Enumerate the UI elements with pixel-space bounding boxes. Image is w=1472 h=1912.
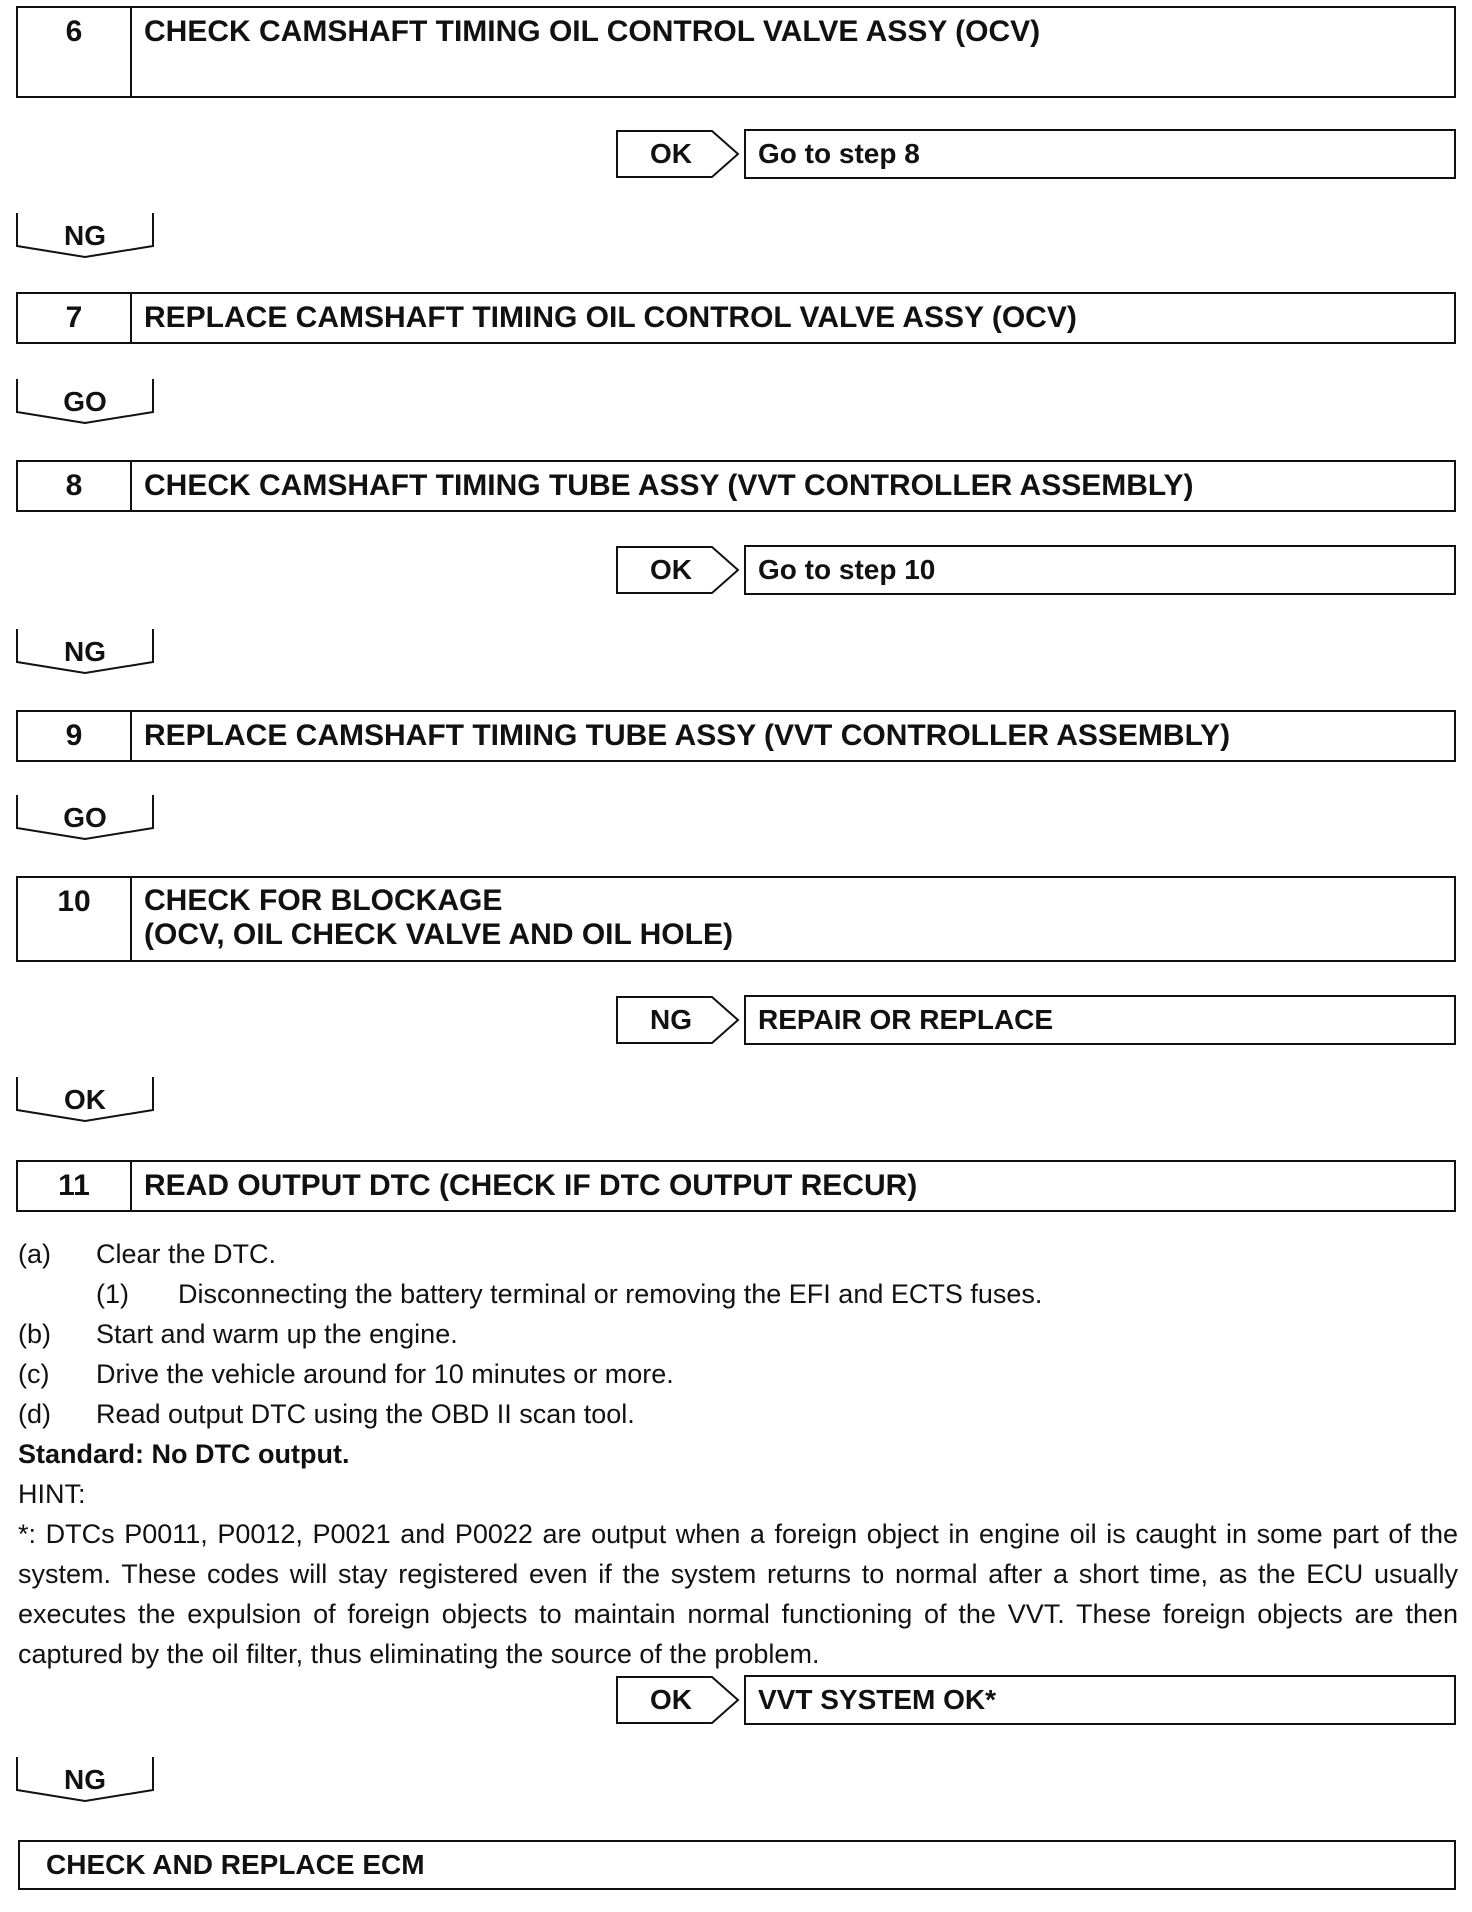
step-title: READ OUTPUT DTC (CHECK IF DTC OUTPUT RECUR): [144, 1169, 918, 1202]
flow-label-go: GO: [16, 378, 154, 424]
step-9-box: [16, 710, 1456, 762]
ok-tag: OK: [616, 130, 740, 178]
step-6-box: [16, 6, 1456, 98]
step-title: CHECK CAMSHAFT TIMING TUBE ASSY (VVT CONTROLLER ASSEMBLY): [144, 469, 1194, 502]
result-box: REPAIR OR REPLACE: [744, 995, 1456, 1045]
procedure-item-b: (b) Start and warm up the engine.: [18, 1319, 458, 1349]
step-11-box: [16, 1160, 1456, 1212]
result-box: Go to step 10: [744, 545, 1456, 595]
flow-label-ng: NG: [16, 1756, 154, 1802]
step-number: 6: [18, 8, 132, 96]
step-number: 10: [18, 878, 132, 960]
hint-text: *: DTCs P0011, P0012, P0021 and P0022 are output when a foreign object in engine oil is caught in some part of the system. These codes will stay registered even if the system returns to normal after a short time, as the ECU usually executes the expulsion of foreign objects to maintain normal functioning of the VVT. These foreign objects are then captured by the oil filter, thus eliminating the source of the problem.: [18, 1519, 1458, 1669]
flow-label-ok: OK: [16, 1076, 154, 1122]
result-box: VVT SYSTEM OK*: [744, 1675, 1456, 1725]
step-number: 11: [18, 1162, 132, 1210]
result-box: Go to step 8: [744, 129, 1456, 179]
step-title: CHECK FOR BLOCKAGE (OCV, OIL CHECK VALVE AND OIL HOLE): [144, 884, 733, 951]
procedure-item-d: (d) Read output DTC using the OBD II scan tool.: [18, 1399, 635, 1429]
final-action-box: CHECK AND REPLACE ECM: [18, 1840, 1456, 1890]
hint-label: HINT:: [18, 1479, 86, 1509]
step-number: 8: [18, 462, 132, 510]
step-10-box: [16, 876, 1456, 962]
ok-tag: OK: [616, 1676, 740, 1724]
ok-tag: OK: [616, 546, 740, 594]
ng-tag: NG: [616, 996, 740, 1044]
step-title: CHECK CAMSHAFT TIMING OIL CONTROL VALVE ASSY (OCV): [144, 15, 1041, 48]
flow-label-go: GO: [16, 794, 154, 840]
procedure-subitem-1: (1) Disconnecting the battery terminal or removing the EFI and ECTS fuses.: [96, 1279, 1043, 1309]
step-title: REPLACE CAMSHAFT TIMING OIL CONTROL VALVE ASSY (OCV): [144, 301, 1077, 334]
procedure-item-a: (a) Clear the DTC.: [18, 1239, 277, 1269]
step-7-box: [16, 292, 1456, 344]
flow-label-ng: NG: [16, 212, 154, 258]
step-8-box: [16, 460, 1456, 512]
standard-text: Standard: No DTC output.: [18, 1439, 350, 1469]
step-number: 9: [18, 712, 132, 760]
step-number: 7: [18, 294, 132, 342]
flow-label-ng: NG: [16, 628, 154, 674]
procedure-item-c: (c) Drive the vehicle around for 10 minutes or more.: [18, 1359, 674, 1389]
step-title: REPLACE CAMSHAFT TIMING TUBE ASSY (VVT CONTROLLER ASSEMBLY): [144, 719, 1231, 752]
